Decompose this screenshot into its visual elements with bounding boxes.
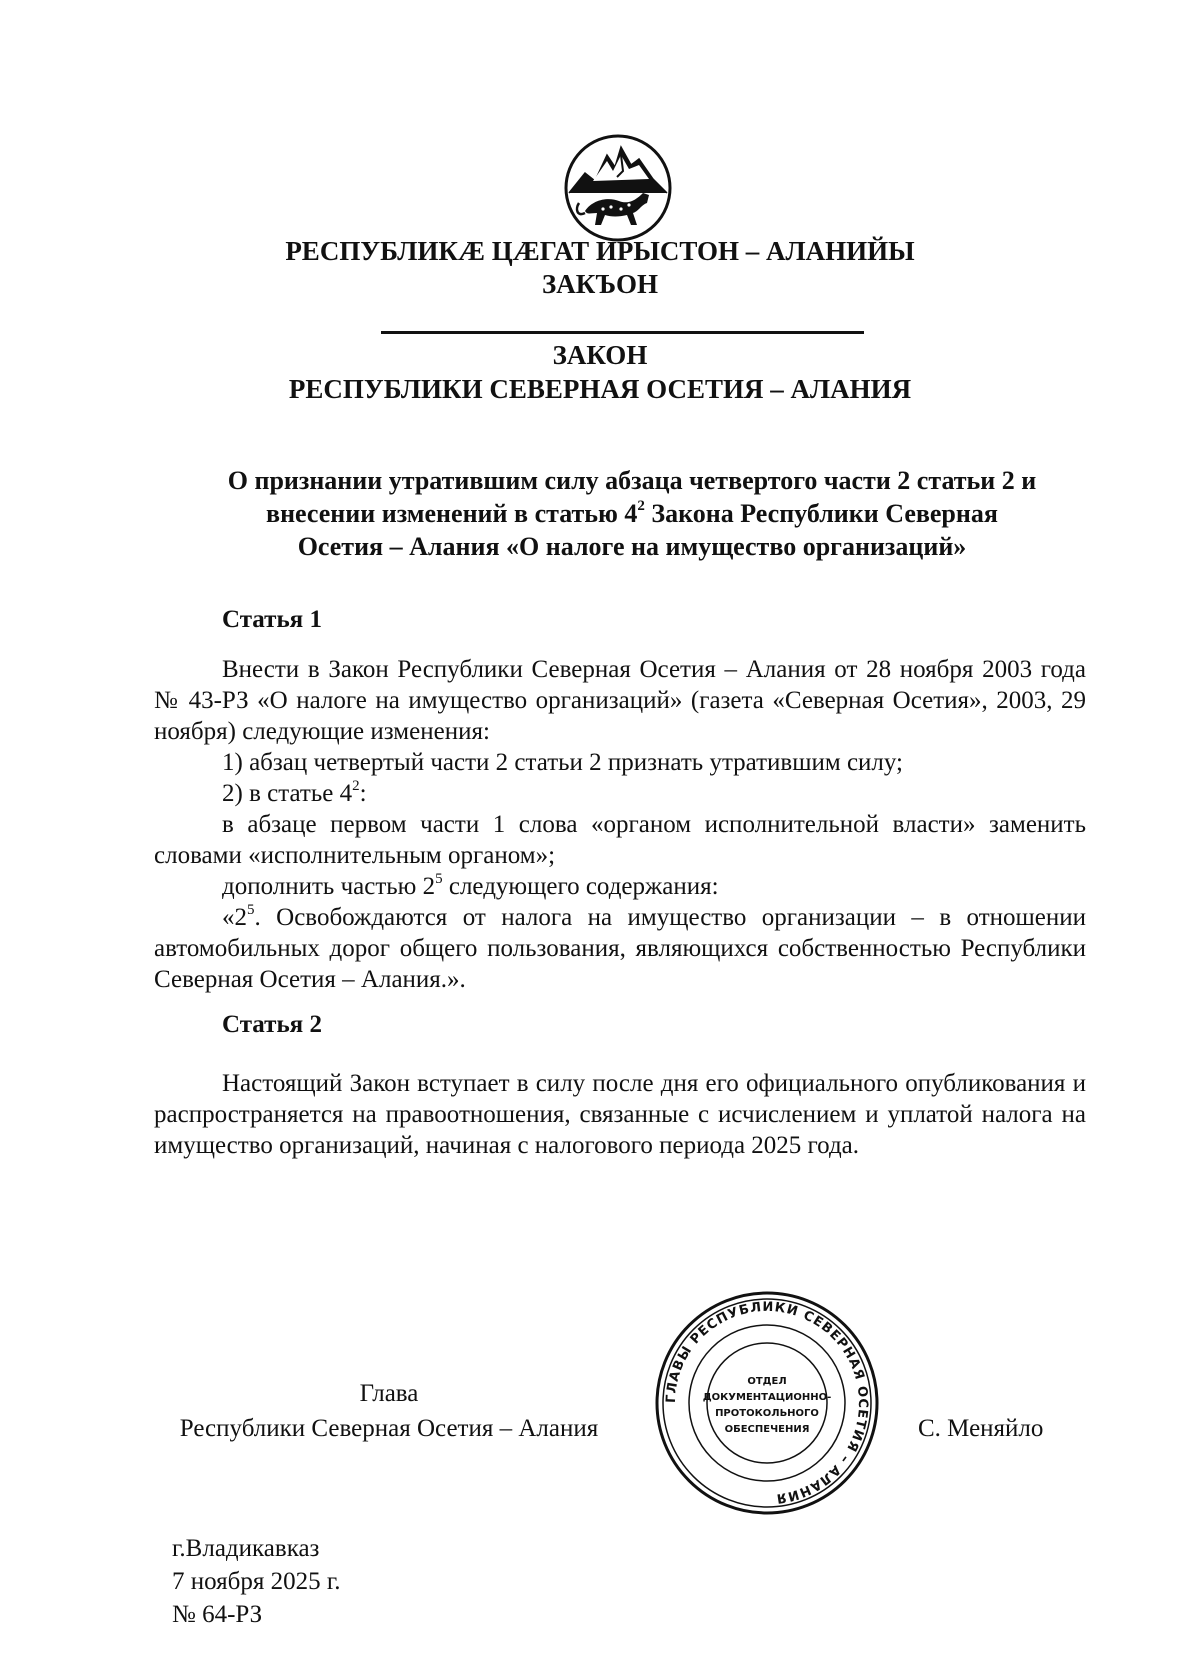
item-text: следующего содержания: <box>442 873 719 900</box>
superscript: 2 <box>637 498 645 515</box>
paragraph: в абзаце первом части 1 слова «органом исполнительной власти» заменить словами «исполнительным органом»; <box>154 811 1086 869</box>
law-title <box>180 464 1084 563</box>
stamp-center-line: ДОКУМЕНТАЦИОННО- <box>702 1392 832 1403</box>
article-2-heading: Статья 2 <box>222 1011 322 1038</box>
law-title-line: О признании утратившим силу абзаца четвертого части 2 статьи 2 и <box>227 466 1037 495</box>
header-ossetian-republic: РЕСПУБЛИКӔ ЦӔГАТ ИРЫСТОН – АЛАНИЙЫ <box>285 236 915 266</box>
law-number: № 64-РЗ <box>172 1601 263 1628</box>
article-1-item-2a <box>154 809 1086 871</box>
stamp-outer-text: ГЛАВЫ РЕСПУБЛИКИ СЕВЕРНАЯ ОСЕТИЯ – АЛАНИЯ <box>663 1299 871 1506</box>
official-stamp <box>652 1288 882 1518</box>
place-date-block <box>172 1532 341 1631</box>
article-1-item-2 <box>222 778 367 809</box>
superscript: 2 <box>352 777 360 794</box>
stamp-center-line: ОТДЕЛ <box>747 1376 787 1387</box>
signature-position <box>154 1376 624 1446</box>
paragraph: Настоящий Закон вступает в силу после дня его официального опубликования и распространяется на правоотношения, связанные с исчислением и уплатой налога на имущество организаций, начиная с налогового периода 2025 года. <box>154 1070 1086 1159</box>
article-1-item-2b <box>222 871 719 902</box>
signature-name: С. Меняйло <box>918 1415 1044 1442</box>
law-title-line <box>180 497 1084 530</box>
header-ossetian-law: ЗАКЪОН <box>542 269 658 299</box>
law-title-text: внесении изменений в статью 4 <box>266 499 638 528</box>
superscript: 5 <box>247 901 255 918</box>
date: 7 ноября 2025 г. <box>172 1568 341 1595</box>
city: г.Владикавказ <box>172 1535 320 1562</box>
header-divider <box>381 331 864 334</box>
item-text: дополнить частью 2 <box>222 873 436 900</box>
header-russian-law: ЗАКОН <box>552 340 648 370</box>
signature-position-line: Республики Северная Осетия – Алания <box>179 1415 599 1442</box>
signature-position-line: Глава <box>359 1380 419 1407</box>
quote-text: . Освобождаются от налога на имущество организации – в отношении автомобильных дорог общего пользования, являющихся собственностью Республики Северная Осетия – Алания.». <box>154 904 1086 993</box>
coat-of-arms-emblem <box>563 133 673 243</box>
item-text: : <box>359 780 367 807</box>
law-title-text: Закона Республики Северная <box>644 499 998 528</box>
article-1-item-1: 1) абзац четвертый части 2 статьи 2 признать утратившим силу; <box>222 749 904 776</box>
superscript: 5 <box>435 870 443 887</box>
item-text: 2) в статье 4 <box>222 780 353 807</box>
article-2-text <box>154 1068 1086 1161</box>
law-title-line: Осетия – Алания «О налоге на имущество организаций» <box>297 532 967 561</box>
article-1-heading: Статья 1 <box>222 606 322 633</box>
header-russian-republic: РЕСПУБЛИКИ СЕВЕРНАЯ ОСЕТИЯ – АЛАНИЯ <box>288 374 912 404</box>
stamp-center-line: ОБЕСПЕЧЕНИЯ <box>724 1424 810 1435</box>
quote-text: «2 <box>222 904 247 931</box>
article-1-quote <box>154 902 1086 995</box>
stamp-center-line: ПРОТОКОЛЬНОГО <box>715 1408 819 1419</box>
paragraph: Внести в Закон Республики Северная Осетия – Алания от 28 ноября 2003 года № 43-РЗ «О налоге на имущество организаций» (газета «Северная Осетия», 2003, 29 ноября) следующие изменения: <box>154 656 1086 745</box>
article-1-intro <box>154 654 1086 747</box>
